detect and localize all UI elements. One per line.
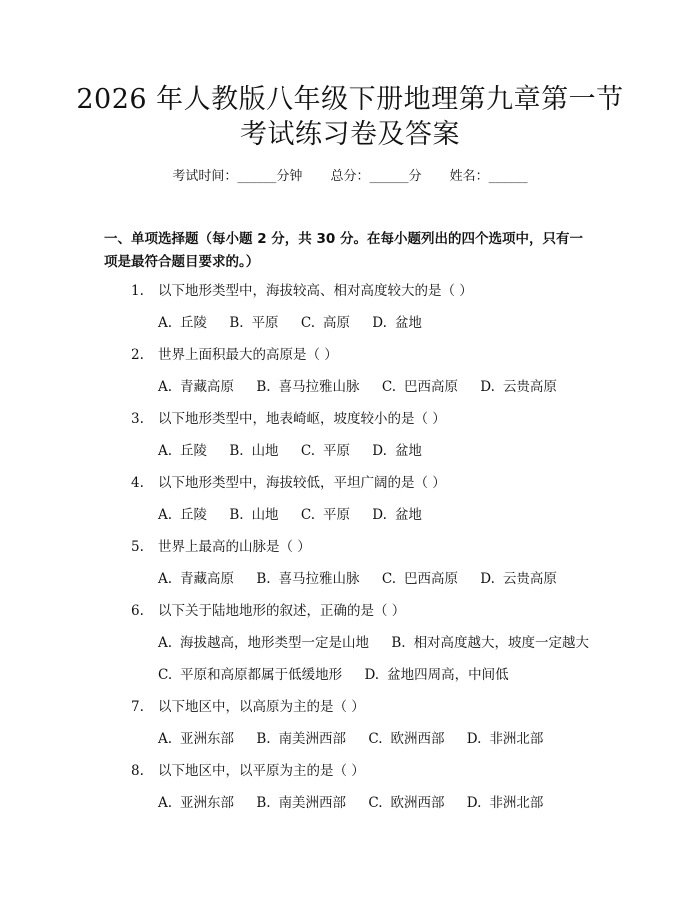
exam-time-field: 考试时间：______分钟 (172, 169, 303, 184)
option-a: A. 亚洲东部 (158, 731, 235, 747)
question-text: 以下地形类型中，海拔较高、相对高度较大的是（ ） (158, 283, 473, 299)
question-8 (131, 762, 365, 780)
option-a: A. 亚洲东部 (158, 795, 235, 811)
option-b: B. 山地 (229, 507, 279, 523)
option-d: D. 云贵高原 (480, 379, 557, 395)
option-d: D. 盆地 (372, 315, 422, 331)
option-a: A. 丘陵 (158, 507, 208, 523)
option-d: D. 非洲北部 (466, 795, 544, 811)
question-number: 4. (131, 475, 144, 491)
option-a: A. 丘陵 (158, 443, 208, 459)
question-text: 以下关于陆地地形的叙述，正确的是（ ） (158, 603, 406, 619)
student-name-field: 姓名：______ (449, 169, 528, 184)
question-text: 世界上面积最大的高原是（ ） (158, 347, 338, 363)
option-b: B. 南美洲西部 (256, 731, 347, 747)
question-number: 8. (131, 763, 144, 779)
question-6 (131, 602, 405, 620)
option-b: B. 山地 (229, 443, 279, 459)
question-number: 3. (131, 411, 144, 427)
option-c: C. 欧洲西部 (368, 795, 445, 811)
option-c: C. 欧洲西部 (368, 731, 445, 747)
question-text: 以下地形类型中，地表崎岖，坡度较小的是（ ） (158, 411, 446, 427)
option-c: C. 高原 (300, 315, 350, 331)
option-c: C. 平原 (300, 443, 350, 459)
question-2-options (158, 378, 575, 396)
option-c: C. 巴西高原 (381, 379, 458, 395)
option-a: A. 丘陵 (158, 315, 208, 331)
option-d: D. 盆地四周高，中间低 (364, 667, 509, 683)
option-d: D. 盆地 (372, 443, 422, 459)
question-7-options (158, 730, 561, 748)
option-b: B. 相对高度越大，坡度一定越大 (391, 635, 590, 651)
option-c: C. 平原 (300, 507, 350, 523)
question-number: 1. (131, 283, 144, 299)
question-number: 7. (131, 699, 144, 715)
question-number: 2. (131, 347, 144, 363)
question-number: 5. (131, 539, 144, 555)
option-a: A. 青藏高原 (158, 571, 235, 587)
question-3 (131, 410, 446, 428)
question-5 (131, 538, 311, 556)
question-1 (131, 282, 473, 300)
question-text: 以下地区中，以高原为主的是（ ） (158, 699, 365, 715)
question-text: 以下地区中，以平原为主的是（ ） (158, 763, 365, 779)
option-b: B. 平原 (229, 315, 279, 331)
option-c: C. 平原和高原都属于低缓地形 (158, 667, 343, 683)
question-text: 以下地形类型中，海拔较低，平坦广阔的是（ ） (158, 475, 446, 491)
question-4-options (158, 506, 440, 524)
question-8-options (158, 794, 561, 812)
option-c: C. 巴西高原 (381, 571, 458, 587)
question-1-options (158, 314, 440, 332)
question-6-options-row-2 (158, 666, 527, 684)
question-5-options (158, 570, 575, 588)
option-b: B. 喜马拉雅山脉 (256, 379, 360, 395)
option-a: A. 海拔越高，地形类型一定是山地 (158, 635, 370, 651)
option-d: D. 云贵高原 (480, 571, 557, 587)
option-d: D. 非洲北部 (466, 731, 544, 747)
option-b: B. 南美洲西部 (256, 795, 347, 811)
question-3-options (158, 442, 440, 460)
page-title-line-1: 2026 年人教版八年级下册地理第九章第一节 (76, 84, 624, 115)
question-7 (131, 698, 365, 716)
question-2 (131, 346, 338, 364)
question-text: 世界上最高的山脉是（ ） (158, 539, 311, 555)
question-number: 6. (131, 603, 144, 619)
option-b: B. 喜马拉雅山脉 (256, 571, 360, 587)
section-heading: 一、单项选择题（每小题 2 分，共 30 分。在每小题列出的四个选项中，只有一项是最符合题目要求的。） (104, 231, 583, 270)
option-d: D. 盆地 (372, 507, 422, 523)
exam-info-line (0, 168, 700, 186)
option-a: A. 青藏高原 (158, 379, 235, 395)
total-score-field: 总分：______分 (330, 169, 422, 184)
page-title-line-2: 考试练习卷及答案 (240, 119, 460, 150)
question-4 (131, 474, 446, 492)
question-6-options-row-1 (158, 634, 607, 652)
